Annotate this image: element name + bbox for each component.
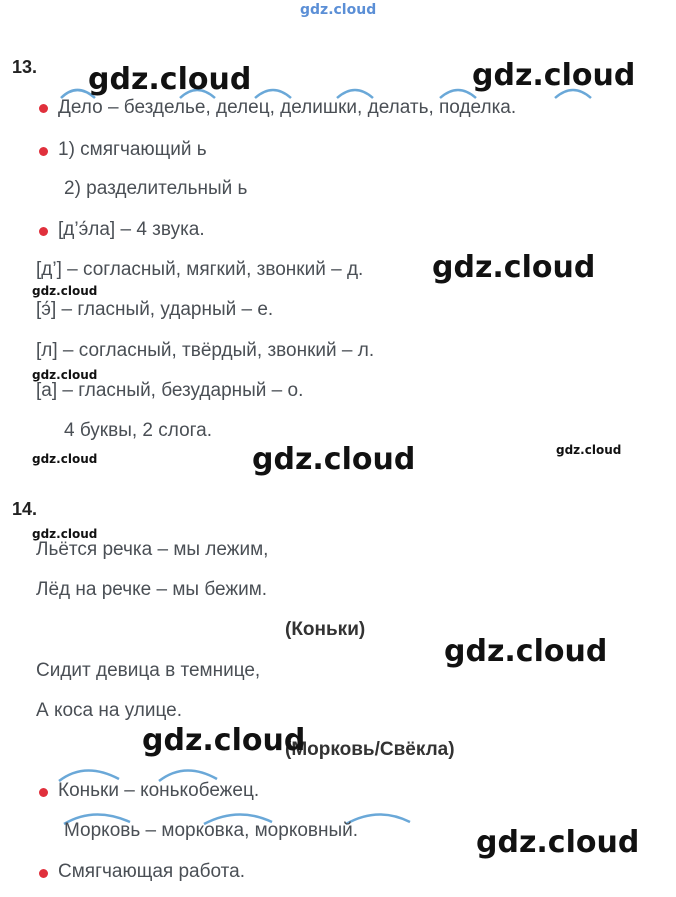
watermark: gdz.cloud xyxy=(252,442,416,477)
task13-line1: Дело – безделье, делец, делишки, делать, поделка. xyxy=(58,97,517,118)
riddle-answer-2: (Морковь/Свёкла) xyxy=(285,739,455,760)
task14-line3: Сидит девица в темнице, xyxy=(36,660,261,681)
watermark: gdz.cloud xyxy=(32,368,98,382)
task13-line9: 4 буквы, 2 слога. xyxy=(64,420,213,441)
watermark: gdz.cloud xyxy=(32,527,98,541)
bullet xyxy=(39,147,48,156)
bullet xyxy=(39,104,48,113)
task14-line6: Морковь – морковка, морковный. xyxy=(64,820,359,841)
bullet xyxy=(39,869,48,878)
task-number-13: 13. xyxy=(12,57,38,77)
watermark-top: gdz.cloud xyxy=(300,2,377,18)
task13-line4: [д’э́ла] – 4 звука. xyxy=(58,219,205,240)
watermark: gdz.cloud xyxy=(88,62,252,97)
task14-line2: Лёд на речке – мы бежим. xyxy=(36,579,268,600)
task13-line5: [д’] – согласный, мягкий, звонкий – д. xyxy=(36,259,364,280)
riddle-answer-1: (Коньки) xyxy=(285,619,366,640)
watermark: gdz.cloud xyxy=(142,723,306,758)
task-number-14: 14. xyxy=(12,499,38,519)
watermark: gdz.cloud xyxy=(32,284,98,298)
watermark: gdz.cloud xyxy=(444,634,608,669)
task14-line4: А коса на улице. xyxy=(36,700,183,721)
task13-line3: 2) разделительный ь xyxy=(64,178,248,199)
watermark: gdz.cloud xyxy=(432,250,596,285)
watermark: gdz.cloud xyxy=(32,452,98,466)
task13-line6: [э́] – гласный, ударный – е. xyxy=(36,299,274,320)
bullet xyxy=(39,788,48,797)
task13-line8: [а] – гласный, безударный – о. xyxy=(36,380,304,401)
task14-line7: Смягчающая работа. xyxy=(58,861,245,882)
task14-line5: Коньки – конькобежец. xyxy=(58,780,260,801)
watermark: gdz.cloud xyxy=(556,443,622,457)
bullet xyxy=(39,227,48,236)
task14-line1: Льётся речка – мы лежим, xyxy=(36,539,269,560)
watermark: gdz.cloud xyxy=(472,58,636,93)
watermark: gdz.cloud xyxy=(476,825,640,860)
task13-line2: 1) смягчающий ь xyxy=(58,139,207,160)
task13-line7: [л] – согласный, твёрдый, звонкий – л. xyxy=(36,340,375,361)
